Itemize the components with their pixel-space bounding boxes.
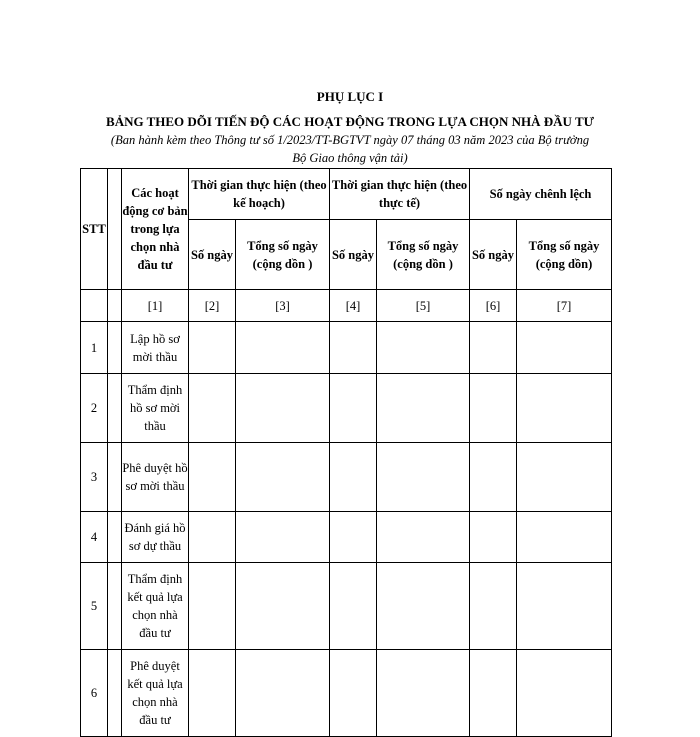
row-cell (236, 443, 330, 512)
header-days-plan: Số ngày (189, 220, 236, 290)
document-title: PHỤ LỤC I (316, 89, 384, 104)
row-activity: Lập hồ sơ mời thầu (122, 322, 189, 374)
row-cell (470, 374, 517, 443)
row-cell (377, 563, 470, 650)
row-spacer (108, 443, 122, 512)
row-cell (377, 322, 470, 374)
header-total-actual: Tổng số ngày (cộng dồn ) (377, 220, 470, 290)
row-cell (236, 563, 330, 650)
row-cell (189, 443, 236, 512)
row-stt: 5 (81, 563, 108, 650)
row-spacer (108, 374, 122, 443)
table-row (81, 650, 612, 737)
row-stt: 6 (81, 650, 108, 737)
row-cell (330, 512, 377, 563)
index-cell: [3] (236, 290, 330, 322)
row-cell (330, 443, 377, 512)
header-stt: STT (81, 169, 108, 290)
row-spacer (108, 322, 122, 374)
row-cell (517, 322, 612, 374)
index-cell: [6] (470, 290, 517, 322)
row-cell (377, 512, 470, 563)
header-actual-group: Thời gian thực hiện (theo thực tế) (330, 169, 470, 220)
row-cell (236, 512, 330, 563)
table-row (81, 443, 612, 512)
row-cell (189, 322, 236, 374)
index-cell: [2] (189, 290, 236, 322)
row-cell (517, 650, 612, 737)
row-cell (517, 374, 612, 443)
row-spacer (108, 650, 122, 737)
index-cell: [4] (330, 290, 377, 322)
row-cell (377, 374, 470, 443)
row-cell (517, 563, 612, 650)
row-cell (189, 374, 236, 443)
document-subtitle: BẢNG THEO DÕI TIẾN ĐỘ CÁC HOẠT ĐỘNG TRONG LỰA CHỌN NHÀ ĐẦU TƯ (106, 114, 594, 129)
row-activity: Phê duyệt kết quả lựa chọn nhà đầu tư (122, 650, 189, 737)
row-cell (236, 650, 330, 737)
header-activity: Các hoạt động cơ bản trong lựa chọn nhà đầu tư (122, 169, 189, 290)
row-cell (330, 650, 377, 737)
row-cell (470, 443, 517, 512)
row-cell (470, 650, 517, 737)
row-cell (517, 512, 612, 563)
row-cell (517, 443, 612, 512)
row-cell (330, 374, 377, 443)
header-total-diff: Tổng số ngày (cộng dồn) (517, 220, 612, 290)
header-row-groups (81, 169, 612, 220)
row-activity: Đánh giá hồ sơ dự thầu (122, 512, 189, 563)
row-cell (236, 322, 330, 374)
row-stt: 1 (81, 322, 108, 374)
header-diff-group: Số ngày chênh lệch (470, 169, 612, 220)
index-row (81, 290, 612, 322)
row-spacer (108, 563, 122, 650)
table-row (81, 563, 612, 650)
header-plan-group: Thời gian thực hiện (theo kế hoạch) (189, 169, 330, 220)
row-cell (189, 512, 236, 563)
row-spacer (108, 512, 122, 563)
row-cell (189, 563, 236, 650)
row-cell (377, 650, 470, 737)
row-activity: Phê duyệt hồ sơ mời thầu (122, 443, 189, 512)
index-cell: [1] (122, 290, 189, 322)
header-total-plan: Tổng số ngày (cộng dồn ) (236, 220, 330, 290)
row-cell (330, 322, 377, 374)
row-stt: 3 (81, 443, 108, 512)
row-cell (470, 322, 517, 374)
table-row (81, 512, 612, 563)
header-days-actual: Số ngày (330, 220, 377, 290)
index-cell-empty (81, 290, 108, 322)
row-stt: 4 (81, 512, 108, 563)
header-spacer (108, 169, 122, 290)
row-cell (470, 563, 517, 650)
table-row (81, 374, 612, 443)
row-activity: Thẩm định hồ sơ mời thầu (122, 374, 189, 443)
row-cell (330, 563, 377, 650)
table-row (81, 322, 612, 374)
row-cell (236, 374, 330, 443)
row-activity: Thẩm định kết quả lựa chọn nhà đầu tư (122, 563, 189, 650)
progress-table (80, 168, 612, 737)
header-days-diff: Số ngày (470, 220, 517, 290)
index-cell: [5] (377, 290, 470, 322)
row-stt: 2 (81, 374, 108, 443)
decree-note-line1: (Ban hành kèm theo Thông tư số 1/2023/TT-BGTVT ngày 07 tháng 03 năm 2023 của Bộ trưởng (110, 133, 590, 147)
index-cell: [7] (517, 290, 612, 322)
row-cell (189, 650, 236, 737)
decree-note-line2: Bộ Giao thông vận tải) (292, 151, 408, 165)
index-cell-empty (108, 290, 122, 322)
row-cell (377, 443, 470, 512)
row-cell (470, 512, 517, 563)
